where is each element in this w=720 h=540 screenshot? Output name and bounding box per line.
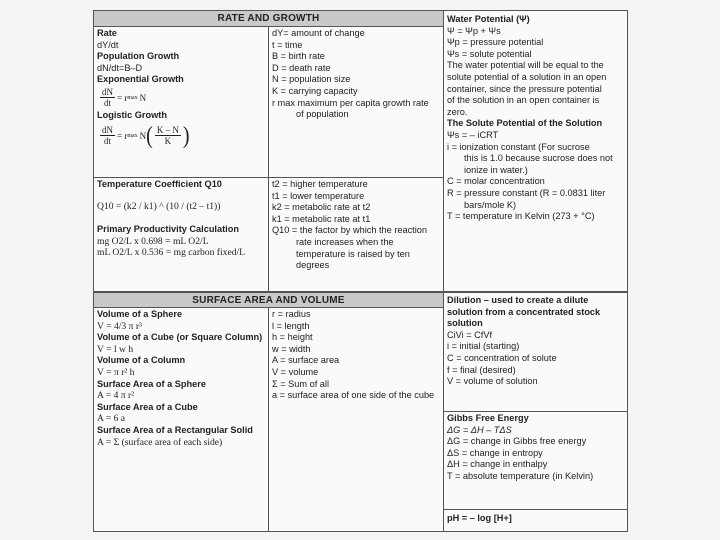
log-n: N bbox=[139, 130, 147, 141]
dilution-title-2: solution from a concentrated stock bbox=[447, 306, 601, 317]
def-n: N = population size bbox=[272, 74, 351, 85]
water-para-3: container, since the pressure potential bbox=[447, 83, 602, 94]
population-growth-formula: dN/dt=B–D bbox=[97, 62, 143, 73]
q10-title: Temperature Coefficient Q10 bbox=[97, 179, 222, 189]
water-potential-eq: Ψ = Ψp + Ψs bbox=[447, 25, 501, 36]
rate-growth-left bbox=[94, 28, 268, 177]
volume-cube-formula: V = l w h bbox=[97, 343, 134, 355]
exp-max: max bbox=[127, 94, 138, 101]
area-sphere-label: Surface Area of a Sphere bbox=[97, 378, 206, 389]
divider-dilution-gibbs bbox=[443, 411, 628, 412]
exp-dn: dN bbox=[102, 87, 113, 98]
volume-column-label: Volume of a Column bbox=[97, 355, 186, 366]
population-growth-label: Population Growth bbox=[97, 51, 180, 62]
def-d: D = death rate bbox=[272, 62, 331, 73]
volume-cube-label: Volume of a Cube (or Square Column) bbox=[97, 332, 263, 343]
gibbs-title: Gibbs Free Energy bbox=[447, 413, 529, 423]
surface-volume-header: SURFACE AREA AND VOLUME bbox=[94, 293, 443, 308]
def-surface-area: A = surface area bbox=[272, 355, 340, 366]
surface-volume-left bbox=[94, 309, 268, 532]
dilution-final: f = final (desired) bbox=[447, 364, 516, 375]
def-dy: dY= amount of change bbox=[272, 28, 365, 38]
area-cube-formula: A = 6 a bbox=[97, 413, 126, 425]
def-cube-side: a = surface area of one side of the cube bbox=[272, 390, 435, 401]
temperature-right bbox=[269, 179, 443, 291]
log-dn: dN bbox=[102, 125, 113, 136]
pressure-potential-def: Ψp = pressure potential bbox=[447, 37, 544, 48]
rate-growth-header: RATE AND GROWTH bbox=[94, 11, 443, 27]
exponential-growth-label: Exponential Growth bbox=[97, 74, 184, 85]
temperature-left bbox=[94, 179, 268, 291]
divider-gibbs-ph bbox=[443, 509, 628, 510]
solute-potential-title: The Solute Potential of the Solution bbox=[447, 118, 603, 129]
ph-panel bbox=[444, 513, 628, 531]
def-rmax: r max maximum per capita growth rate bbox=[272, 97, 429, 108]
water-para-4: of the solution in an open container is bbox=[447, 95, 600, 106]
exp-dt: dt bbox=[103, 98, 111, 109]
area-cube-label: Surface Area of a Cube bbox=[97, 401, 198, 412]
exp-n: N bbox=[139, 92, 147, 103]
water-para-2: solute potential of a solution in an open bbox=[447, 71, 607, 82]
dilution-title-1: Dilution – used to create a dilute bbox=[447, 295, 589, 305]
gibbs-dg-def: ΔG = change in Gibbs free energy bbox=[447, 436, 587, 447]
def-k2: k2 = metabolic rate at t2 bbox=[272, 202, 371, 213]
left-paren: ( bbox=[146, 122, 153, 149]
molar-concentration-def: C = molar concentration bbox=[447, 176, 545, 187]
def-b: B = birth rate bbox=[272, 51, 325, 62]
log-k-minus-n: K – N bbox=[156, 125, 179, 136]
log-k: K bbox=[164, 136, 172, 147]
surface-volume-right bbox=[269, 309, 443, 532]
rate-label: Rate bbox=[97, 28, 117, 38]
dilution-panel bbox=[444, 295, 628, 411]
pressure-constant-cont: bars/mole K) bbox=[464, 199, 517, 210]
solute-potential-eq: Ψs = – iCRT bbox=[447, 129, 499, 140]
def-t1: t1 = lower temperature bbox=[272, 190, 365, 201]
right-paren: ) bbox=[182, 122, 190, 149]
def-q10: Q10 = the factor by which the reaction bbox=[272, 225, 427, 236]
def-length: l = length bbox=[272, 320, 310, 331]
area-rect-formula: A = Σ (surface area of each side) bbox=[97, 436, 223, 448]
dilution-volume: V = volume of solution bbox=[447, 376, 538, 387]
def-t2: t2 = higher temperature bbox=[272, 179, 368, 189]
temperature-kelvin-def: T = temperature in Kelvin (273 + °C) bbox=[447, 211, 595, 222]
divider-rate-temp bbox=[94, 177, 443, 178]
primary-productivity-title: Primary Productivity Calculation bbox=[97, 224, 239, 235]
solute-potential-def: Ψs = solute potential bbox=[447, 48, 532, 59]
log-dt: dt bbox=[103, 136, 111, 147]
dilution-title-3: solution bbox=[447, 318, 483, 329]
gibbs-eq: ΔG = ΔH – TΔS bbox=[447, 424, 512, 435]
dilution-initial: i = initial (starting) bbox=[447, 341, 520, 352]
volume-column-formula: V = π r² h bbox=[97, 366, 135, 378]
area-sphere-formula: A = 4 π r² bbox=[97, 390, 135, 402]
logistic-growth-formula bbox=[94, 122, 268, 150]
area-rect-label: Surface Area of a Rectangular Solid bbox=[97, 424, 253, 435]
gibbs-dh-def: ΔH = change in enthalpy bbox=[447, 459, 548, 470]
def-volume: V = volume bbox=[272, 366, 319, 377]
gibbs-panel bbox=[444, 413, 628, 509]
ph-formula: pH = – log [H+] bbox=[447, 513, 512, 523]
def-sum: Σ = Sum of all bbox=[272, 378, 330, 389]
gibbs-ds-def: ΔS = change in entropy bbox=[447, 447, 543, 458]
pressure-constant-def: R = pressure constant (R = 0.0831 liter bbox=[447, 187, 606, 198]
volume-sphere-formula: V = 4/3 π r³ bbox=[97, 320, 142, 332]
formula-sheet bbox=[93, 10, 628, 532]
volume-sphere-label: Volume of a Sphere bbox=[97, 309, 183, 319]
ionization-def-cont-1: this is 1.0 because sucrose does not bbox=[464, 153, 613, 164]
dilution-concentration: C = concentration of solute bbox=[447, 352, 557, 363]
def-k1: k1 = metabolic rate at t1 bbox=[272, 213, 371, 224]
rate-formula: dY/dt bbox=[97, 39, 119, 50]
ionization-def: i = ionization constant (For sucrose bbox=[447, 141, 590, 152]
def-q10-cont-2: temperature is raised by ten bbox=[296, 248, 410, 259]
def-height: h = height bbox=[272, 332, 313, 343]
def-t: t = time bbox=[272, 39, 303, 50]
rate-growth-right bbox=[269, 28, 443, 177]
def-q10-cont-3: degrees bbox=[296, 260, 330, 271]
def-rmax-cont: of population bbox=[296, 109, 349, 120]
log-r: = r bbox=[117, 130, 128, 141]
ppc-line-1: mg O2/L x 0.698 = mL O2/L bbox=[97, 235, 209, 247]
def-q10-cont-1: rate increases when the bbox=[296, 236, 394, 247]
water-potential-panel bbox=[444, 14, 628, 291]
gibbs-t-def: T = absolute temperature (in Kelvin) bbox=[447, 470, 594, 481]
dilution-eq: CiVi = CfVf bbox=[447, 329, 493, 340]
ppc-line-2: mL O2/L x 0.536 = mg carbon fixed/L bbox=[97, 247, 246, 259]
q10-formula: Q10 = (k2 / k1) ^ (10 / (t2 – t1)) bbox=[97, 200, 221, 212]
logistic-growth-label: Logistic Growth bbox=[97, 109, 167, 120]
log-max: max bbox=[127, 132, 138, 139]
exp-r: = r bbox=[117, 92, 128, 103]
def-radius: r = radius bbox=[272, 309, 311, 319]
def-width: w = width bbox=[272, 343, 311, 354]
exponential-growth-formula bbox=[94, 86, 268, 110]
water-para-1: The water potential will be equal to the bbox=[447, 60, 604, 71]
water-potential-title: Water Potential (Ψ) bbox=[447, 14, 530, 24]
water-para-5: zero. bbox=[447, 106, 468, 117]
ionization-def-cont-2: ionize in water.) bbox=[464, 164, 528, 175]
def-k: K = carrying capacity bbox=[272, 85, 358, 96]
